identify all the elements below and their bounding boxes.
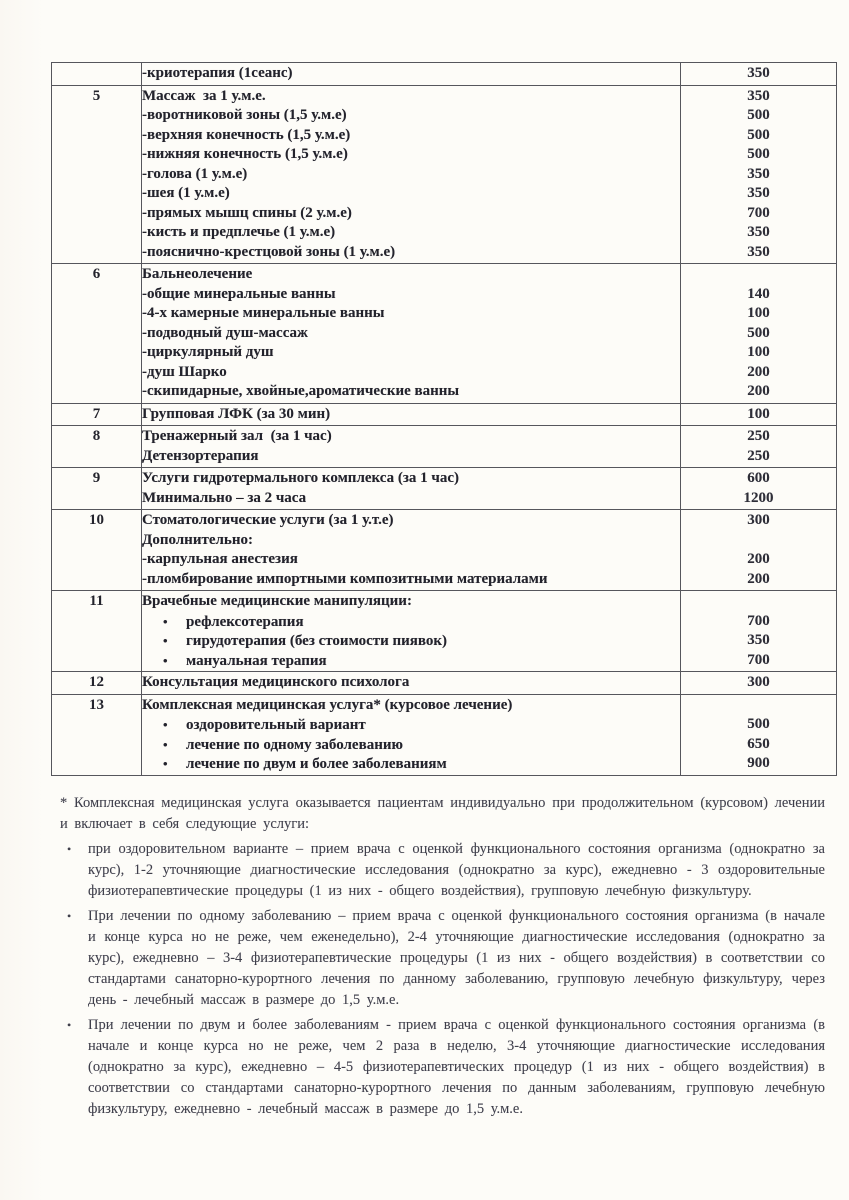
service-label: лечение по двум и более заболеваниям bbox=[186, 756, 447, 772]
service-line: Детензортерапия bbox=[142, 447, 259, 464]
service-cell bbox=[142, 672, 681, 695]
service-line: -общие минеральные ванны bbox=[142, 285, 336, 302]
service-line: Услуги гидротермального комплекса (за 1 час) bbox=[142, 470, 460, 486]
service-label: лечение по одному заболеванию bbox=[186, 736, 403, 753]
service-line: -прямых мышц спины (2 у.м.е) bbox=[142, 204, 352, 221]
price-value: 200 bbox=[747, 383, 770, 399]
table-row bbox=[52, 694, 837, 775]
service-line: Бальнеолечение bbox=[142, 266, 253, 282]
row-number bbox=[52, 63, 142, 86]
row-number: 13 bbox=[52, 694, 142, 775]
service-cell bbox=[142, 426, 681, 468]
price-value: 900 bbox=[747, 755, 770, 771]
footnotes-section bbox=[60, 793, 825, 1124]
service-cell bbox=[142, 403, 681, 426]
table-row bbox=[52, 63, 837, 86]
service-cell bbox=[142, 264, 681, 404]
service-cell bbox=[142, 63, 681, 86]
service-line: -верхняя конечность (1,5 у.м.е) bbox=[142, 126, 351, 143]
footnote-item bbox=[60, 1015, 825, 1120]
price-value: 500 bbox=[747, 324, 770, 341]
price-value: 300 bbox=[747, 674, 770, 690]
service-line: -воротниковой зоны (1,5 у.м.е) bbox=[142, 107, 347, 123]
row-number: 5 bbox=[52, 85, 142, 264]
bullet-icon: • bbox=[67, 909, 72, 923]
price-value: 650 bbox=[747, 735, 770, 752]
table-row bbox=[52, 85, 837, 264]
service-line-bullet bbox=[142, 735, 680, 755]
service-line-bullet bbox=[142, 631, 680, 651]
service-line: -карпульная анестезия bbox=[142, 551, 298, 567]
price-value bbox=[681, 265, 836, 285]
price-value bbox=[681, 592, 836, 612]
price-value: 350 bbox=[747, 65, 770, 81]
table-row bbox=[52, 426, 837, 468]
price-value bbox=[681, 531, 836, 551]
service-line: -4-х камерные минеральные ванны bbox=[142, 305, 385, 321]
price-value: 250 bbox=[747, 447, 770, 464]
service-line-bullet bbox=[142, 612, 680, 632]
price-cell bbox=[681, 85, 837, 264]
service-line: Комплексная медицинская услуга* (курсовое лечение) bbox=[142, 696, 513, 713]
price-value: 700 bbox=[747, 204, 770, 221]
service-line: Врачебные медицинские манипуляции: bbox=[142, 593, 412, 609]
price-value: 100 bbox=[747, 344, 770, 360]
bullet-icon: • bbox=[163, 633, 168, 648]
service-line: -кисть и предплечье (1 у.м.е) bbox=[142, 224, 336, 240]
service-line: -пломбирование импортными композитными материалами bbox=[142, 570, 548, 587]
price-cell bbox=[681, 63, 837, 86]
service-line: -душ Шарко bbox=[142, 363, 227, 380]
price-cell bbox=[681, 694, 837, 775]
table-row bbox=[52, 468, 837, 510]
service-line-bullet bbox=[142, 715, 680, 735]
price-value: 350 bbox=[747, 87, 770, 104]
row-number: 10 bbox=[52, 510, 142, 591]
bullet-icon: • bbox=[163, 717, 168, 732]
service-line-bullet bbox=[142, 651, 680, 671]
price-value: 140 bbox=[747, 285, 770, 302]
price-value: 350 bbox=[747, 165, 770, 182]
price-cell bbox=[681, 591, 837, 672]
service-line: -подводный душ-массаж bbox=[142, 324, 308, 341]
service-line: -циркулярный душ bbox=[142, 344, 274, 360]
service-label: гирудотерапия (без стоимости пиявок) bbox=[186, 633, 448, 649]
service-line: Групповая ЛФК (за 30 мин) bbox=[142, 405, 331, 422]
price-cell bbox=[681, 264, 837, 404]
price-value: 200 bbox=[747, 551, 770, 567]
service-label: мануальная терапия bbox=[186, 652, 327, 669]
row-number: 11 bbox=[52, 591, 142, 672]
price-value: 500 bbox=[747, 146, 770, 162]
price-value: 350 bbox=[747, 632, 770, 648]
service-line: -голова (1 у.м.е) bbox=[142, 165, 248, 182]
footnote-text: При лечении по двум и более заболеваниям - прием врача с оценкой функционального состояния организма (в начале и конце курса но не реже, чем 2 раза в неделю, 3-4 уточняющие диагностические исследования (однократно за курс), ежедневно – 4-5 физиотерапевтических процедур (1 из них - общего воздействия) в соответствии со стандартами санаторно-курортного лечения по данным заболеваниям, групповую лечебную физкультуру, ежедневно - лечебный массаж в размере до 1,5 у.м.е. bbox=[88, 1017, 825, 1117]
service-cell bbox=[142, 85, 681, 264]
price-value: 350 bbox=[747, 243, 770, 260]
price-value: 500 bbox=[747, 126, 770, 143]
price-cell bbox=[681, 426, 837, 468]
service-cell bbox=[142, 694, 681, 775]
price-value bbox=[681, 696, 836, 716]
service-line: Минимально – за 2 часа bbox=[142, 489, 307, 506]
bullet-icon: • bbox=[67, 1018, 72, 1032]
row-number: 9 bbox=[52, 468, 142, 510]
price-value: 350 bbox=[747, 224, 770, 240]
bullet-icon: • bbox=[163, 613, 168, 629]
price-value: 100 bbox=[747, 305, 770, 321]
row-number: 8 bbox=[52, 426, 142, 468]
footnote-item bbox=[60, 839, 825, 902]
price-cell bbox=[681, 510, 837, 591]
footnote-text: при оздоровительном варианте – прием врача с оценкой функционального состояния организма (однократно за курс), 1-2 уточняющие диагностические исследования (однократно за курс), ежедневно - 3 оздоровительные физиотерапевтические процедуры (1 из них - общего воздействия), групповую лечебную физкультуру. bbox=[88, 841, 825, 899]
table-row bbox=[52, 672, 837, 695]
service-cell bbox=[142, 591, 681, 672]
price-value: 1200 bbox=[743, 489, 774, 506]
price-value: 350 bbox=[747, 185, 770, 201]
price-value: 500 bbox=[747, 107, 770, 123]
price-table bbox=[51, 62, 837, 776]
price-value: 700 bbox=[747, 612, 770, 629]
table-row bbox=[52, 510, 837, 591]
price-value: 250 bbox=[747, 428, 770, 444]
price-cell bbox=[681, 403, 837, 426]
row-number: 12 bbox=[52, 672, 142, 695]
service-line: Стоматологические услуги (за 1 у.т.е) bbox=[142, 512, 394, 528]
service-cell bbox=[142, 468, 681, 510]
table-row bbox=[52, 264, 837, 404]
service-line: Тренажерный зал (за 1 час) bbox=[142, 428, 332, 444]
price-value: 100 bbox=[747, 405, 770, 422]
service-line: -шея (1 у.м.е) bbox=[142, 185, 230, 201]
bullet-icon: • bbox=[67, 842, 72, 856]
service-label: оздоровительный вариант bbox=[186, 717, 366, 733]
table-row bbox=[52, 591, 837, 672]
bullet-icon: • bbox=[163, 756, 168, 771]
service-line-bullet bbox=[142, 754, 680, 774]
price-value: 700 bbox=[747, 651, 770, 668]
service-line: Массаж за 1 у.м.е. bbox=[142, 87, 266, 104]
price-value: 200 bbox=[747, 363, 770, 380]
service-line: Консультация медицинского психолога bbox=[142, 674, 410, 690]
price-value: 500 bbox=[747, 716, 770, 732]
price-value: 600 bbox=[747, 470, 770, 486]
service-line: -криотерапия (1сеанс) bbox=[142, 65, 293, 81]
service-line: -нижняя конечность (1,5 у.м.е) bbox=[142, 146, 348, 162]
price-value: 200 bbox=[747, 570, 770, 587]
footnote-list bbox=[60, 839, 825, 1120]
service-line: Дополнительно: bbox=[142, 531, 253, 548]
price-table-body bbox=[52, 63, 837, 776]
service-line: -скипидарные, хвойные,ароматические ванны bbox=[142, 383, 460, 399]
table-row bbox=[52, 403, 837, 426]
price-cell bbox=[681, 672, 837, 695]
service-line: -пояснично-крестцовой зоны (1 у.м.е) bbox=[142, 243, 396, 260]
price-value: 300 bbox=[747, 512, 770, 528]
row-number: 6 bbox=[52, 264, 142, 404]
bullet-icon: • bbox=[163, 736, 168, 752]
footnote-item bbox=[60, 906, 825, 1011]
service-label: рефлексотерапия bbox=[186, 613, 304, 630]
service-cell bbox=[142, 510, 681, 591]
price-cell bbox=[681, 468, 837, 510]
footnote-text: При лечении по одному заболеванию – прием врача с оценкой функционального состояния организма (в начале и конце курса но не реже, чем еженедельно), 2-4 уточняющие диагностические исследования (однократно за курс), ежедневно – 3-4 физиотерапевтические процедуры (1 из них - общего воздействия) в соответствии со стандартами санаторно-курортного лечения по данному заболеванию, групповую лечебную физкультуру, через день - лечебный массаж в размере до 1,5 у.м.е. bbox=[88, 908, 825, 1008]
footnote-intro: * Комплексная медицинская услуга оказывается пациентам индивидуально при продолжительном (курсовом) лечении и включает в себя следующие услуги: bbox=[60, 795, 825, 832]
row-number: 7 bbox=[52, 403, 142, 426]
bullet-icon: • bbox=[163, 652, 168, 668]
